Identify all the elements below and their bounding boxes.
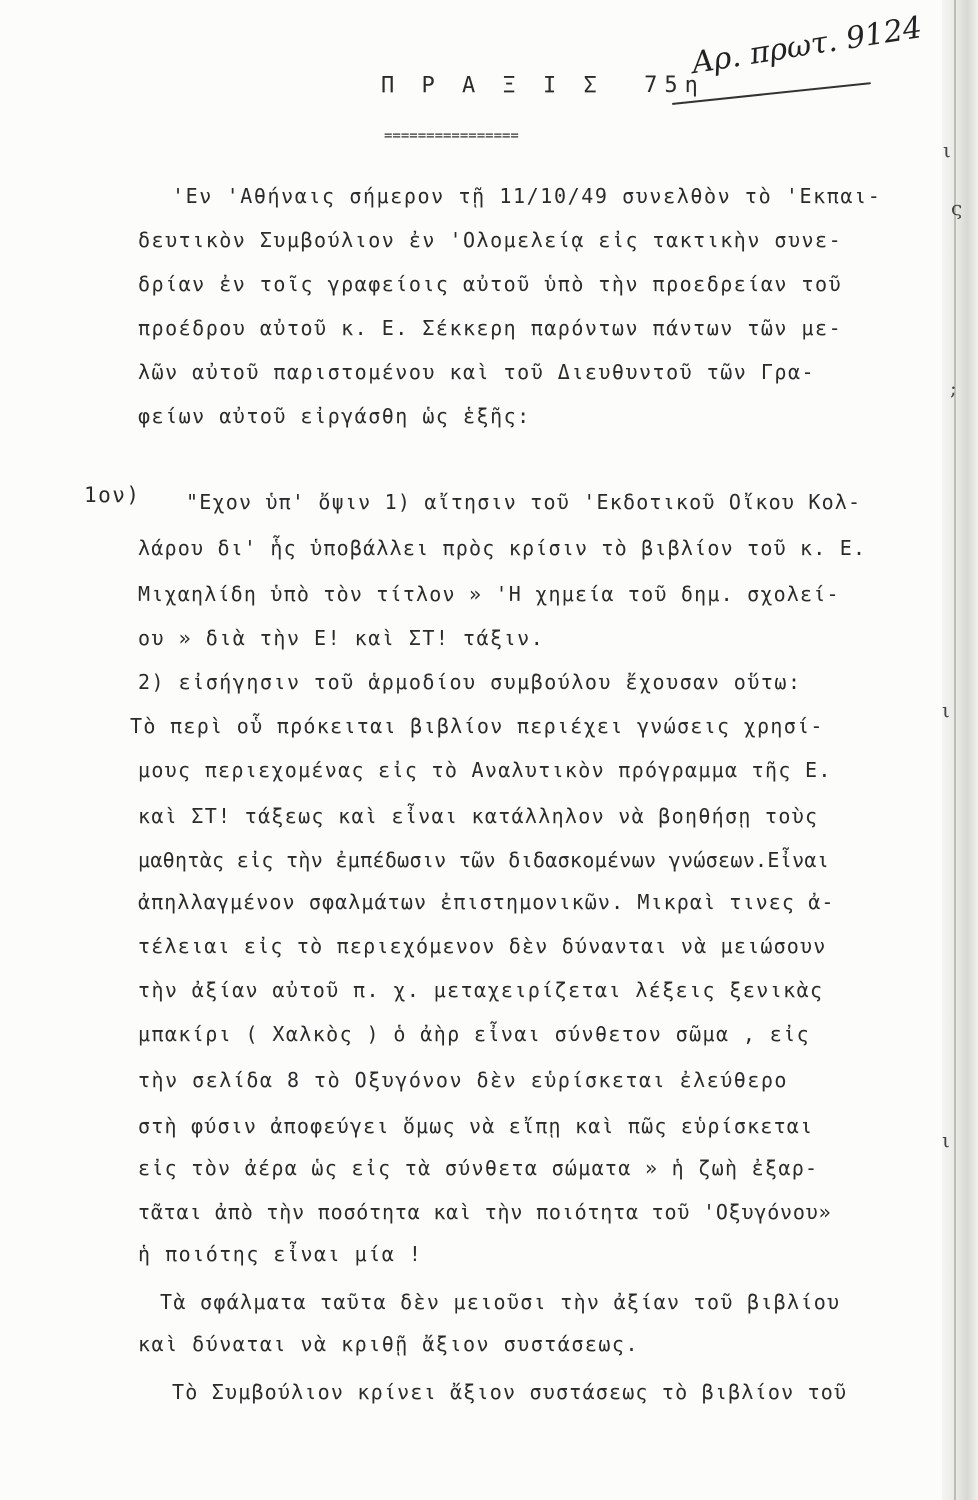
text-line: 2) εἰσήγησιν τοῦ ἁρμοδίου συμβούλου ἔχουσαν οὕτω: — [138, 670, 802, 694]
text-line: δευτικὸν Συμβούλιον ἐν 'Ολομελείᾳ εἰς τακτικὴν συνε- — [138, 228, 843, 252]
text-line: Τὰ σφάλματα ταῦτα δὲν μειοῦσι τὴν ἀξίαν τοῦ βιβλίου — [160, 1290, 841, 1314]
text-line: εἰς τὸν ἀέρα ὡς εἰς τὰ σύνθετα σώματα » ἡ ζωὴ ἐξαρ- — [138, 1156, 819, 1180]
text-line: "Εχον ὑπ' ὄψιν 1) αἴτησιν τοῦ 'Εκδοτικοῦ Οἴκου Κολ- — [186, 490, 862, 514]
margin-mark: ς — [951, 196, 963, 220]
text-line: μπακίρι ( Χαλκὸς ) ὁ ἀὴρ εἶναι σύνθετον σῶμα , εἰς — [138, 1022, 811, 1046]
text-line: Τὸ περὶ οὗ πρόκειται βιβλίον περιέχει γνώσεις χρησί- — [130, 714, 824, 738]
margin-mark: ι — [942, 1128, 950, 1152]
margin-mark: ; — [950, 376, 957, 400]
text-line: λάρου δι' ἧς ὑποβάλλει πρὸς κρίσιν τὸ βιβλίον τοῦ κ. Ε. — [138, 536, 867, 560]
item-number: 1ον) — [84, 483, 141, 507]
margin-mark: ι — [943, 138, 951, 162]
text-line: τὴν σελίδα 8 τὸ Οξυγόνον δὲν εὑρίσκεται ἐλεύθερο — [138, 1068, 788, 1092]
text-line: προέδρου αὐτοῦ κ. Ε. Σέκκερη παρόντων πάντων τῶν με- — [138, 316, 843, 340]
page-edge-shadow — [942, 0, 978, 1500]
text-line: λῶν αὐτοῦ παριστομένου καὶ τοῦ Διευθυντοῦ τῶν Γρα- — [138, 360, 816, 384]
text-line: τέλειαι εἰς τὸ περιεχόμενον δὲν δύνανται νὰ μειώσουν — [138, 934, 827, 958]
text-line: τὴν ἀξίαν αὐτοῦ π. χ. μεταχειρίζεται λέξεις ξενικὰς — [138, 978, 824, 1002]
text-line: μαθητὰς εἰς τὴν ἐμπέδωσιν τῶν διδασκομένων γνώσεων.Εἶναι — [138, 848, 830, 872]
text-line: φείων αὐτοῦ εἰργάσθη ὡς ἑξῆς: — [138, 404, 531, 428]
text-line: 'Εν 'Αθήναις σήμερον τῇ 11/10/49 συνελθὸν τὸ 'Εκπαι- — [172, 184, 882, 208]
text-line: δρίαν ἐν τοῖς γραφείοις αὐτοῦ ὑπὸ τὴν προεδρείαν τοῦ — [138, 272, 843, 296]
text-line: Μιχαηλίδη ὑπὸ τὸν τίτλον » 'Η χημεία τοῦ δημ. σχολεί- — [138, 582, 840, 606]
text-line: Τὸ Συμβούλιον κρίνει ἄξιον συστάσεως τὸ βιβλίον τοῦ — [172, 1380, 848, 1404]
page-edge-line — [954, 0, 956, 1500]
text-line: καὶ δύναται νὰ κριθῇ ἄξιον συστάσεως. — [138, 1332, 640, 1356]
document-title: Π Ρ Α Ξ Ι Σ 75η — [381, 73, 705, 98]
text-line: ἡ ποιότης εἶναι μία ! — [138, 1242, 423, 1266]
title-underline: ================ — [384, 128, 519, 144]
text-line: ἀπηλλαγμένον σφαλμάτων ἐπιστημονικῶν. Μικραὶ τινες ἀ- — [138, 890, 835, 914]
text-line: στὴ φύσιν ἀποφεύγει ὅμως νὰ εἴπῃ καὶ πῶς εὑρίσκεται — [138, 1114, 814, 1138]
handwritten-protocol-number: Αρ. πρωτ. 9124 — [689, 10, 925, 82]
text-line: ου » διὰ τὴν Ε! καὶ ΣΤ! τάξιν. — [138, 626, 545, 650]
text-line: τᾶται ἀπὸ τὴν ποσότητα καὶ τὴν ποιότητα τοῦ 'Οξυγόνου» — [138, 1200, 832, 1224]
margin-mark: ι — [942, 698, 950, 722]
text-line: μους περιεχομένας εἰς τὸ Αναλυτικὸν πρόγραμμα τῆς Ε. — [138, 758, 832, 782]
text-line: καὶ ΣΤ! τάξεως καὶ εἶναι κατάλληλον νὰ βοηθήσῃ τοὺς — [138, 804, 819, 828]
